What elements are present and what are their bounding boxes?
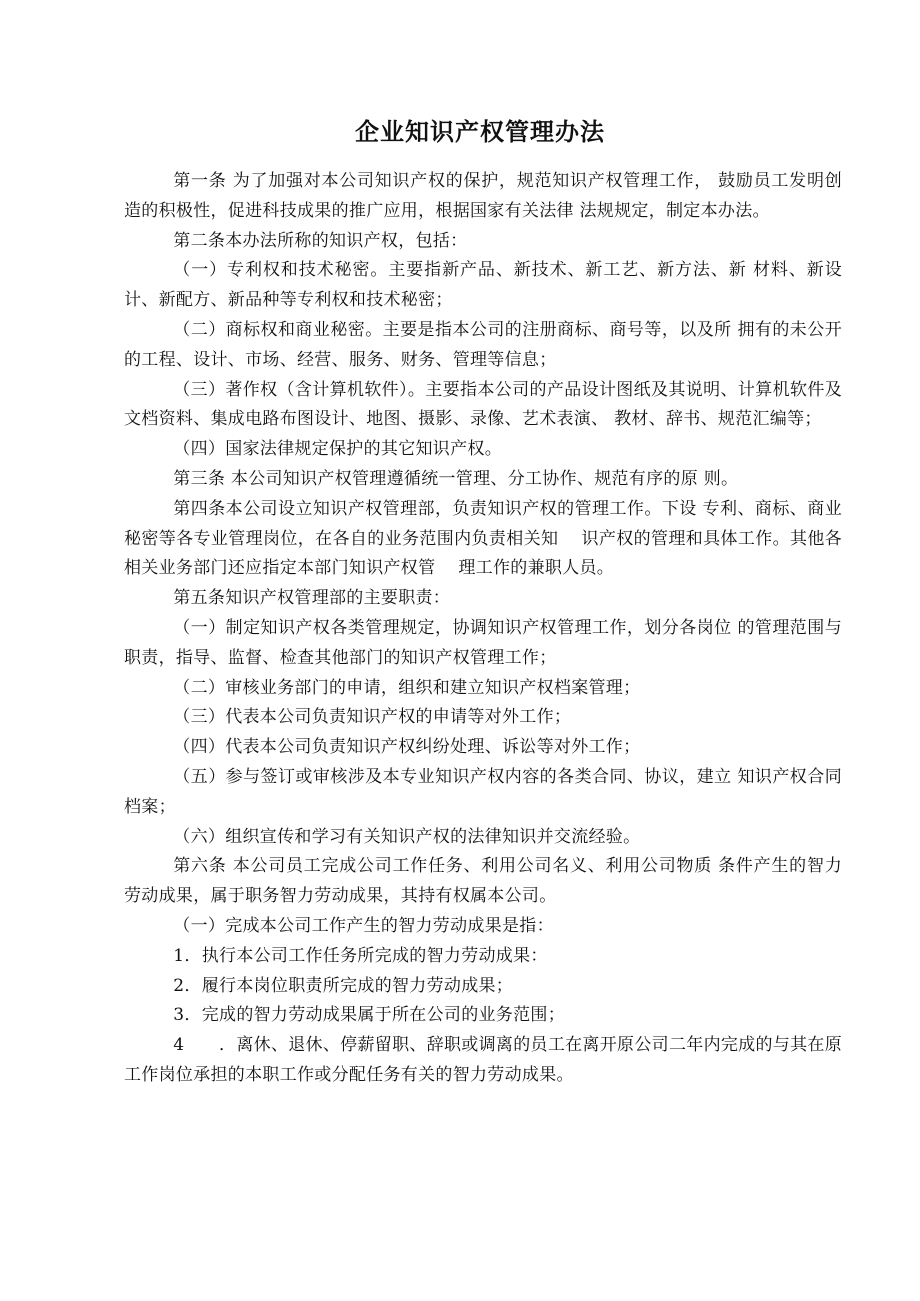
document-body: [124, 167, 842, 1091]
paragraph-article-2: 第二条本办法所称的知识产权，包括：: [173, 230, 468, 251]
paragraph-article-6-sub-1: 1．执行本公司工作任务所完成的智力劳动成果：: [173, 945, 548, 966]
paragraph-article-2-item-1: （一）专利权和技术秘密。主要指新产品、新技术、新工艺、新方法、新 材料、新设计、新配方、新品种等专利权和技术秘密；: [124, 260, 842, 311]
paragraph-article-6-sub-2: 2．履行本岗位职责所完成的智力劳动成果；: [173, 975, 514, 996]
document-title: 企业知识产权管理办法: [355, 118, 605, 146]
paragraph-article-5: 第五条知识产权管理部的主要职责：: [173, 588, 451, 609]
paragraph-article-5-item-4: （四）代表本公司负责知识产权纠纷处理、诉讼等对外工作；: [173, 737, 641, 758]
paragraph-article-4: 第四条本公司设立知识产权管理部，负责知识产权的管理工作。下设 专利、商标、商业秘密等各专业管理岗位，在各自的业务范围内负责相关知 识产权的管理和具体工作。其他各相关业务部门还应指定本部门知识产权管 理工作的兼职人员。: [124, 498, 842, 579]
paragraph-article-5-item-3: （三）代表本公司负责知识产权的申请等对外工作；: [173, 707, 572, 728]
paragraph-article-5-item-1: （一）制定知识产权各类管理规定，协调知识产权管理工作，划分各岗位 的管理范围与职责，指导、监督、检查其他部门的知识产权管理工作；: [124, 617, 842, 668]
paragraph-article-6: 第六条 本公司员工完成公司工作任务、利用公司名义、利用公司物质 条件产生的智力劳动成果，属于职务智力劳动成果，其持有权属本公司。: [124, 856, 842, 907]
paragraph-article-5-item-5: （五）参与签订或审核涉及本专业知识产权内容的各类合同、协议，建立 知识产权合同档案；: [124, 766, 842, 817]
paragraph-article-3: 第三条 本公司知识产权管理遵循统一管理、分工协作、规范有序的原 则。: [173, 468, 739, 489]
paragraph-article-6-item-1: （一）完成本公司工作产生的智力劳动成果是指：: [173, 915, 554, 936]
paragraph-article-1: 第一条 为了加强对本公司知识产权的保护，规范知识产权管理工作， 鼓励员工发明创造的积极性，促进科技成果的推广应用，根据国家有关法律 法规规定，制定本办法。: [124, 171, 842, 221]
paragraph-article-6-sub-4: 4 ．离休、退休、停薪留职、辞职或调离的员工在离开原公司二年内完成的与其在原工作岗位承担的本职工作或分配任务有关的智力劳动成果。: [124, 1035, 842, 1085]
paragraph-article-2-item-4: （四）国家法律规定保护的其它知识产权。: [173, 439, 502, 460]
paragraph-article-6-sub-3: 3．完成的智力劳动成果属于所在公司的业务范围；: [173, 1005, 566, 1026]
paragraph-article-5-item-2: （二）审核业务部门的申请，组织和建立知识产权档案管理；: [173, 677, 641, 698]
paragraph-article-5-item-6: （六）组织宣传和学习有关知识产权的法律知识并交流经验。: [173, 826, 641, 847]
paragraph-article-2-item-3: （三）著作权（含计算机软件）。主要指本公司的产品设计图纸及其说明、计算机软件及文档资料、集成电路布图设计、地图、摄影、录像、艺术表演、 教材、辞书、规范汇编等；: [124, 379, 842, 430]
paragraph-article-2-item-2: （二）商标权和商业秘密。主要是指本公司的注册商标、商号等，以及所 拥有的未公开的工程、设计、市场、经营、服务、财务、管理等信息；: [124, 319, 842, 370]
